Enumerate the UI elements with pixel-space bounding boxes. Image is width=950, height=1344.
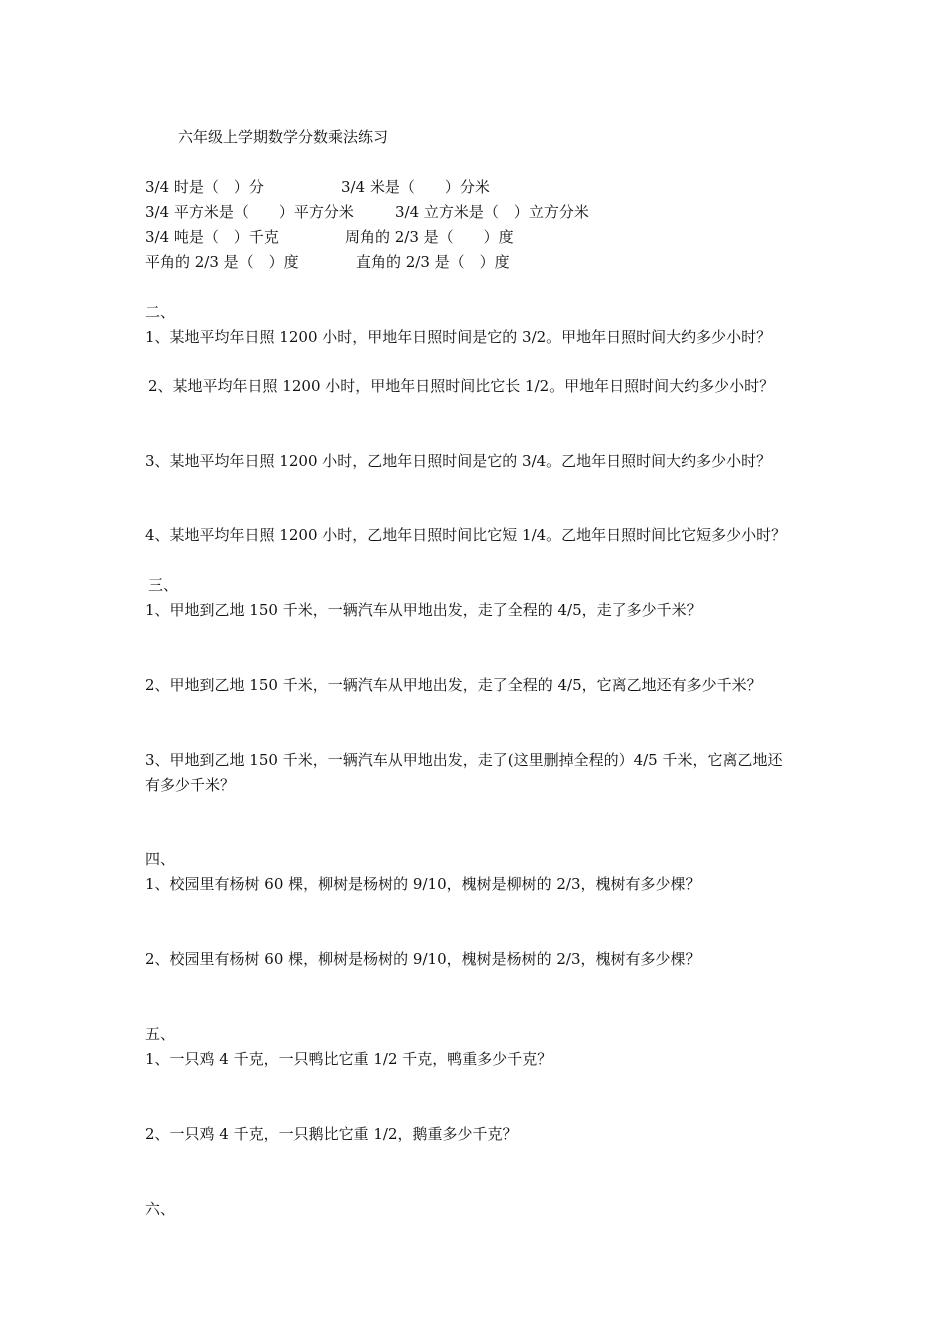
question-3-3-line-1: 3、甲地到乙地 150 千米，一辆汽车从甲地出发，走了(这里删掉全程的）4/5 千米，它离乙地还 (145, 751, 783, 769)
fill-blank-5: 3/4 吨是（ ）千克 (145, 228, 279, 246)
fill-blank-4: 3/4 立方米是（ ）立方分米 (395, 203, 589, 221)
fill-blank-2: 3/4 米是（ ）分米 (341, 178, 490, 196)
fill-blank-7: 平角的 2/3 是（ ）度 (145, 253, 299, 271)
section-heading-6: 六、 (145, 1200, 176, 1218)
section-heading-2: 二、 (145, 303, 176, 321)
section-heading-5: 五、 (145, 1025, 176, 1043)
question-2-1: 1、某地平均年日照 1200 小时，甲地年日照时间是它的 3/2。甲地年日照时间大约多少小时？ (145, 328, 772, 346)
fill-blank-6: 周角的 2/3 是（ ）度 (345, 228, 514, 246)
fill-blank-1: 3/4 时是（ ）分 (145, 178, 264, 196)
page-title: 六年级上学期数学分数乘法练习 (178, 128, 389, 146)
section-heading-4: 四、 (145, 850, 176, 868)
question-5-2: 2、一只鸡 4 千克，一只鹅比它重 1/2，鹅重多少千克？ (145, 1125, 518, 1143)
question-3-2: 2、甲地到乙地 150 千米，一辆汽车从甲地出发，走了全程的 4/5，它离乙地还有多少千米？ (145, 676, 762, 694)
question-4-2: 2、校园里有杨树 60 棵，柳树是杨树的 9/10，槐树是杨树的 2/3，槐树有多少棵？ (145, 950, 701, 968)
question-4-1: 1、校园里有杨树 60 棵，柳树是杨树的 9/10，槐树是柳树的 2/3，槐树有多少棵？ (145, 875, 701, 893)
question-2-4: 4、某地平均年日照 1200 小时，乙地年日照时间比它短 1/4。乙地年日照时间比它短多少小时？ (145, 526, 787, 544)
question-5-1: 1、一只鸡 4 千克，一只鸭比它重 1/2 千克，鸭重多少千克？ (145, 1050, 553, 1068)
section-heading-3: 三、 (148, 576, 179, 594)
fill-blank-8: 直角的 2/3 是（ ）度 (356, 253, 510, 271)
question-3-3-line-2: 有多少千米？ (145, 776, 236, 794)
question-3-1: 1、甲地到乙地 150 千米，一辆汽车从甲地出发，走了全程的 4/5，走了多少千米？ (145, 601, 702, 619)
fill-blank-3: 3/4 平方米是（ ）平方分米 (145, 203, 354, 221)
question-2-3: 3、某地平均年日照 1200 小时，乙地年日照时间是它的 3/4。乙地年日照时间大约多少小时？ (145, 452, 772, 470)
question-2-2: 2、某地平均年日照 1200 小时，甲地年日照时间比它长 1/2。甲地年日照时间大约多少小时？ (148, 377, 775, 395)
